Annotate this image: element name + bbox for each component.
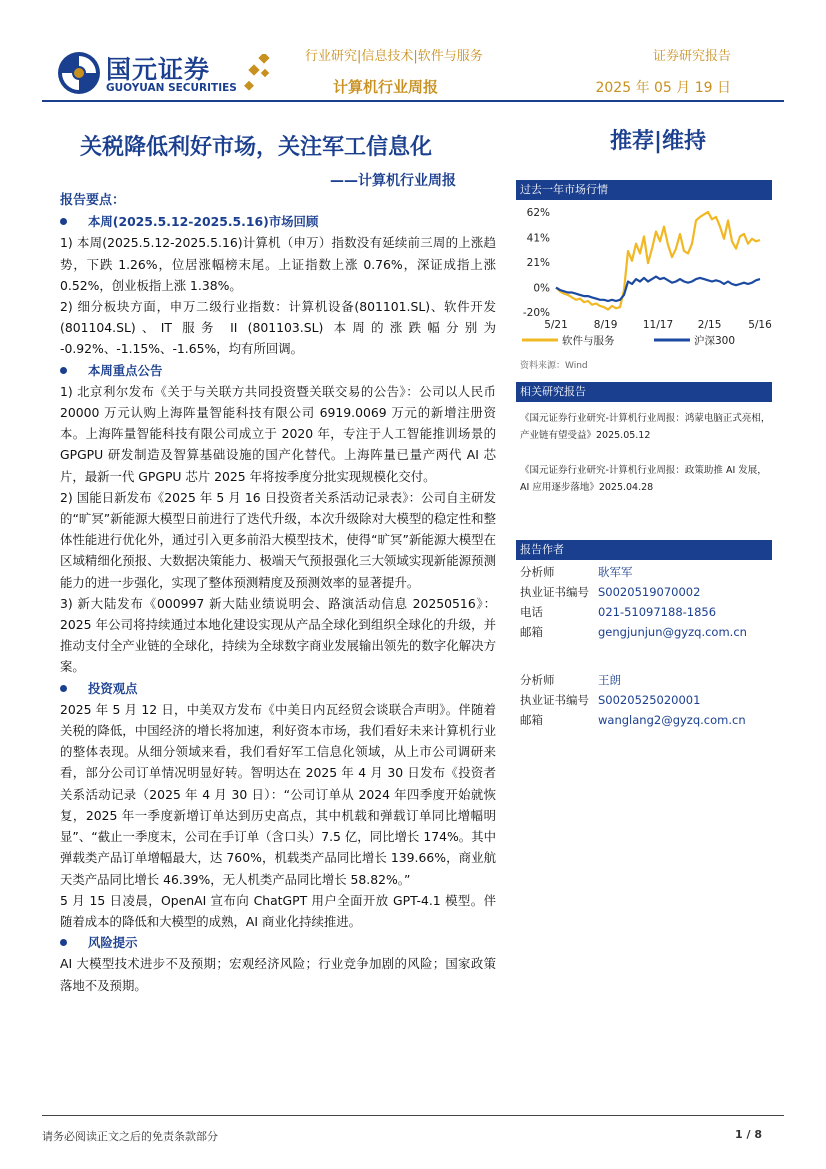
author-field-label: 执业证书编号 (520, 585, 589, 599)
author-row (520, 564, 633, 580)
x-tick-label: 11/17 (642, 319, 674, 331)
author-row (520, 712, 746, 728)
author-field-value: S0020519070002 (598, 585, 701, 599)
key-points-heading: 报告要点： (60, 193, 126, 208)
author-field-label: 邮箱 (520, 625, 543, 639)
page-number: 1 / 8 (735, 1128, 762, 1141)
author-field-label: 邮箱 (520, 713, 543, 727)
author-row (520, 624, 747, 640)
x-tick-label: 5/16 (748, 319, 772, 331)
author-field-label: 电话 (520, 605, 543, 619)
paragraph: 5 月 15 日凌晨，OpenAI 宣布向 ChatGPT 用户全面开放 GPT-4.1 模型。伴随着成本的降低和大模型的成熟，AI 商业化持续推进。 (60, 892, 496, 929)
company-logo (56, 50, 276, 100)
market-chart (516, 202, 772, 352)
section-heading: 本周重点公告 (60, 360, 496, 381)
bullet-icon (60, 939, 67, 946)
series-line-software (556, 212, 760, 310)
author-field-label: 分析师 (520, 565, 555, 579)
author-field-value[interactable]: wanglang2@gyzq.com.cn (598, 713, 746, 727)
author-field-value[interactable]: gengjunjun@gyzq.com.cn (598, 625, 747, 639)
author-row (520, 584, 700, 600)
author-field-label: 分析师 (520, 673, 555, 687)
paragraph: 1) 北京利尔发布《关于与关联方共同投资暨关联交易的公告》：公司以人民币 20000 万元认购上海阵量智能科技有限公司 6919.0069 万元的新增注册资本。上海阵量智能科技有限公司成立于 2020 年，专注于人工智能推训场景的 GPGPU 研发制造及智算基础设施的国产化替代。上海阵量已量产两代 AI 芯片，最新一代 GPGPU 芯片 2025 年将按季度分批实现规模化交付。 (60, 383, 496, 484)
y-tick-label: 41% (526, 232, 550, 245)
authors-heading: 报告作者 (516, 540, 772, 560)
series-line-hs300 (556, 277, 760, 301)
logo-text-en: GUOYUAN SECURITIES (106, 82, 237, 94)
footer-divider (42, 1115, 784, 1116)
report-title: 关税降低利好市场，关注军工信息化 (80, 135, 433, 160)
author-row (520, 604, 716, 620)
market-chart-heading: 过去一年市场行情 (516, 180, 772, 200)
legend-label: 沪深300 (694, 335, 736, 347)
author-field-label: 执业证书编号 (520, 693, 589, 707)
report-type: 证券研究报告 (652, 49, 731, 64)
paragraph: AI 大模型技术进步不及预期；宏观经济风险；行业竞争加剧的风险；国家政策落地不及预期。 (60, 956, 496, 993)
chart-source: 资料来源：Wind (520, 361, 588, 371)
bullet-icon (60, 685, 67, 692)
rating-badge: 推荐|维持 (610, 129, 707, 154)
report-subtitle: ——计算机行业周报 (330, 173, 456, 189)
paragraph: 3) 新大陆发布《000997 新大陆业绩说明会、路演活动信息 20250516》：2025 年公司将持续通过本地化建设实现从产品全球化到组织全球化的升级，并推动支付全产业链的全球化，持续为全球数字商业发展输出领先的数字化解决方案。 (60, 595, 496, 675)
legend-label: 软件与服务 (562, 335, 615, 347)
related-report-item[interactable]: 《国元证券行业研究-计算机行业周报：政策助推 AI 发展，AI 应用逐步落地》2025.04.28 (520, 465, 767, 493)
x-tick-label: 8/19 (593, 319, 618, 331)
logo-squares-icon (244, 54, 274, 94)
logo-text-cn: 国元证券 (106, 55, 211, 84)
related-report-item[interactable]: 《国元证券行业研究-计算机行业周报：鸿蒙电脑正式亮相，产业链有望受益》2025.05.12 (520, 413, 771, 441)
key-points (60, 190, 496, 996)
y-tick-label: 62% (526, 207, 550, 219)
section-heading: 本周(2025.5.12-2025.5.16)市场回顾 (60, 211, 496, 232)
bullet-icon (60, 218, 67, 225)
report-date: 2025 年 05 月 19 日 (595, 80, 731, 96)
y-tick-label: 0% (533, 282, 550, 295)
industry-category: 行业研究|信息技术|软件与服务 (305, 49, 483, 64)
y-tick-label: -20% (522, 307, 550, 319)
author-field-value: 耿军军 (598, 565, 633, 579)
paragraph: 2) 细分板块方面，申万二级行业指数：计算机设备(801101.SL)、软件开发(801104.SL)、IT 服务 II (801103.SL) 本周的涨跌幅分别为 -0.92%、-1.15%、-1.65%，均有所回调。 (60, 299, 496, 357)
author-field-value: 021-51097188-1856 (598, 605, 717, 619)
author-row (520, 692, 700, 708)
x-tick-label: 2/15 (697, 319, 722, 331)
author-row (520, 672, 621, 688)
paragraph: 1) 本周(2025.5.12-2025.5.16)计算机（申万）指数没有延续前三周的上涨趋势，下跌 1.26%，位居涨幅榜末尾。上证指数上涨 0.76%，深证成指上涨 0.52%，创业板指上涨 1.38%。 (60, 235, 496, 293)
logo-emblem-icon (56, 50, 102, 96)
related-research-heading: 相关研究报告 (516, 382, 772, 402)
market-chart-svg (516, 202, 772, 352)
y-tick-label: 21% (526, 257, 550, 269)
section-heading: 风险提示 (60, 932, 496, 953)
author-field-value: S0020525020001 (598, 693, 701, 707)
section-heading: 投资观点 (60, 678, 496, 699)
x-tick-label: 5/21 (544, 319, 568, 331)
paragraph: 2025 年 5 月 12 日，中美双方发布《中美日内瓦经贸会谈联合声明》。伴随着关税的降低，中国经济的增长将加速，利好资本市场，我们看好未来计算机行业的整体表现。从细分领域来看，我们看好军工信息化领域，从上市公司调研来看，部分公司订单情况明显好转。智明达在 2025 年 4 月 30 日发布《投资者关系活动记录（2025 年 4 月 30 日）：“公司订单从 2024 年四季度开始就恢复，2025 年一季度新增订单达到历史高点，其中机载和弹载订单同比增幅明显”、“截止一季度末，公司在手订单（含口头）7.5 亿，同比增长 174%。其中弹载类产品订单增幅最大，达 760%，机载类产品同比增长 139.66%，商业航天类产品同比增长 46.39%，无人机类产品同比增长 58.82%。” (60, 701, 496, 887)
paragraph: 2) 国能日新发布《2025 年 5 月 16 日投资者关系活动记录表》：公司自主研发的“旷冥”新能源大模型日前进行了迭代升级，本次升级除对大模型的稳定性和整体性能进行优化外，通过引入更多前沿大模型技术，使得“旷冥”新能源大模型在区域精细化预报、大数据决策能力、极端天气预报强化三大领域实现新能源预测能力的进一步强化，实现了整体预测精度及预测效率的显著提升。 (60, 489, 496, 590)
report-series: 计算机行业周报 (333, 78, 439, 96)
header-divider (42, 100, 784, 102)
author-field-value: 王朗 (598, 673, 621, 687)
bullet-icon (60, 367, 67, 374)
footer-disclaimer: 请务必阅读正文之后的免责条款部分 (42, 1130, 218, 1143)
